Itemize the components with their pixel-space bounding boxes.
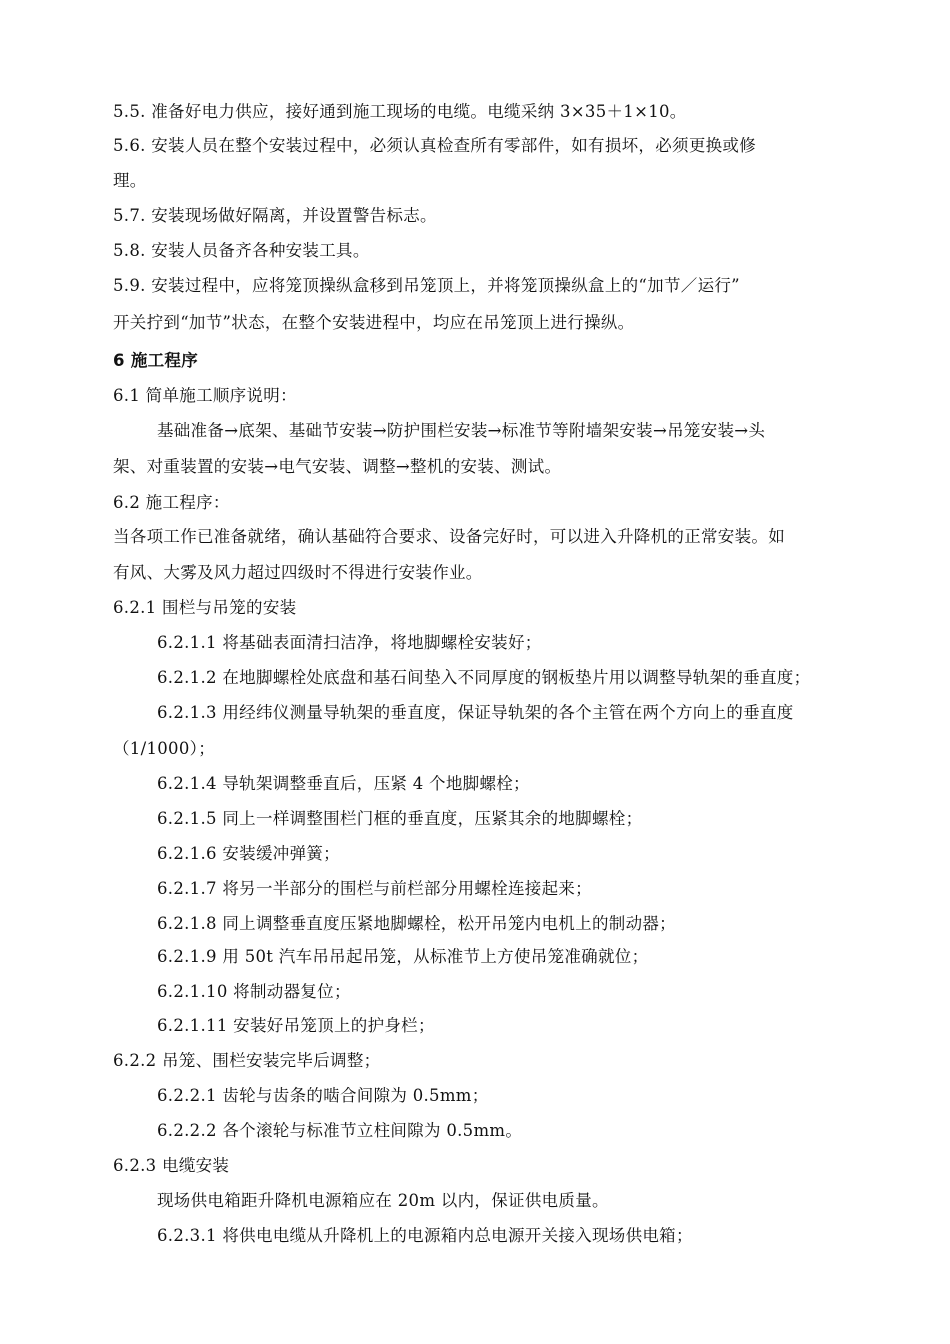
text-line: 6.2.1.10 将制动器复位； — [157, 982, 351, 1001]
text-line: 现场供电箱距升降机电源箱应在 20m 以内，保证供电质量。 — [157, 1191, 609, 1210]
text-line: 5.9. 安装过程中，应将笼顶操纵盒移到吊笼顶上，并将笼顶操纵盒上的“加节／运行” — [113, 276, 740, 295]
text-line: 6.2.1.6 安装缓冲弹簧； — [157, 844, 340, 863]
text-line: 5.6. 安装人员在整个安装过程中，必须认真检查所有零部件，如有损坏，必须更换或修 — [113, 136, 757, 155]
text-line: 6.2.3 电缆安装 — [113, 1156, 230, 1175]
text-line: 6.2.3.1 将供电电缆从升降机上的电源箱内总电源开关接入现场供电箱； — [157, 1226, 693, 1245]
text-line: 6.1 简单施工顺序说明： — [113, 386, 297, 405]
text-line: 当各项工作已准备就绪，确认基础符合要求、设备完好时，可以进入升降机的正常安装。如 — [113, 527, 785, 546]
text-line: 开关拧到“加节”状态，在整个安装进程中，均应在吊笼顶上进行操纵。 — [113, 313, 635, 332]
text-line: 理。 — [113, 171, 147, 190]
text-line: 6.2.1.1 将基础表面清扫洁净，将地脚螺栓安装好； — [157, 633, 542, 652]
text-line: 5.7. 安装现场做好隔离，并设置警告标志。 — [113, 206, 437, 225]
text-line: 6.2.1.3 用经纬仪测量导轨架的垂直度，保证导轨架的各个主管在两个方向上的垂直度 — [157, 703, 794, 722]
text-line: 基础准备→底架、基础节安装→防护围栏安装→标准节等附墙架安装→吊笼安装→头 — [157, 421, 766, 440]
text-line: 6.2.1.9 用 50t 汽车吊吊起吊笼，从标准节上方使吊笼准确就位； — [157, 947, 649, 966]
text-line: 架、对重装置的安装→电气安装、调整→整机的安装、测试。 — [113, 457, 562, 476]
text-line: 5.5. 准备好电力供应，接好通到施工现场的电缆。电缆采纳 3×35＋1×10。 — [113, 102, 687, 121]
text-line: 6.2.1.7 将另一半部分的围栏与前栏部分用螺栓连接起来； — [157, 879, 592, 898]
text-line: 6.2.1.8 同上调整垂直度压紧地脚螺栓，松开吊笼内电机上的制动器； — [157, 914, 676, 933]
text-line: （1/1000）； — [113, 739, 215, 758]
text-line: 6.2 施工程序： — [113, 493, 230, 512]
text-line: 5.8. 安装人员备齐各种安装工具。 — [113, 241, 370, 260]
text-line: 6.2.2 吊笼、围栏安装完毕后调整； — [113, 1051, 381, 1070]
text-line: 6.2.1.11 安装好吊笼顶上的护身栏； — [157, 1016, 435, 1035]
text-line: 6.2.1.5 同上一样调整围栏门框的垂直度，压紧其余的地脚螺栓； — [157, 809, 643, 828]
text-line: 6.2.1.4 导轨架调整垂直后，压紧 4 个地脚螺栓； — [157, 774, 530, 793]
text-line: 6.2.2.2 各个滚轮与标准节立柱间隙为 0.5mm。 — [157, 1121, 523, 1140]
text-line: 6.2.1.2 在地脚螺栓处底盘和基石间垫入不同厚度的钢板垫片用以调整导轨架的垂直度； — [157, 668, 811, 687]
text-line: 6.2.2.1 齿轮与齿条的啮合间隙为 0.5mm； — [157, 1086, 489, 1105]
section-heading: 6 施工程序 — [113, 351, 199, 370]
text-line: 6.2.1 围栏与吊笼的安装 — [113, 598, 297, 617]
text-line: 有风、大雾及风力超过四级时不得进行安装作业。 — [113, 563, 483, 582]
